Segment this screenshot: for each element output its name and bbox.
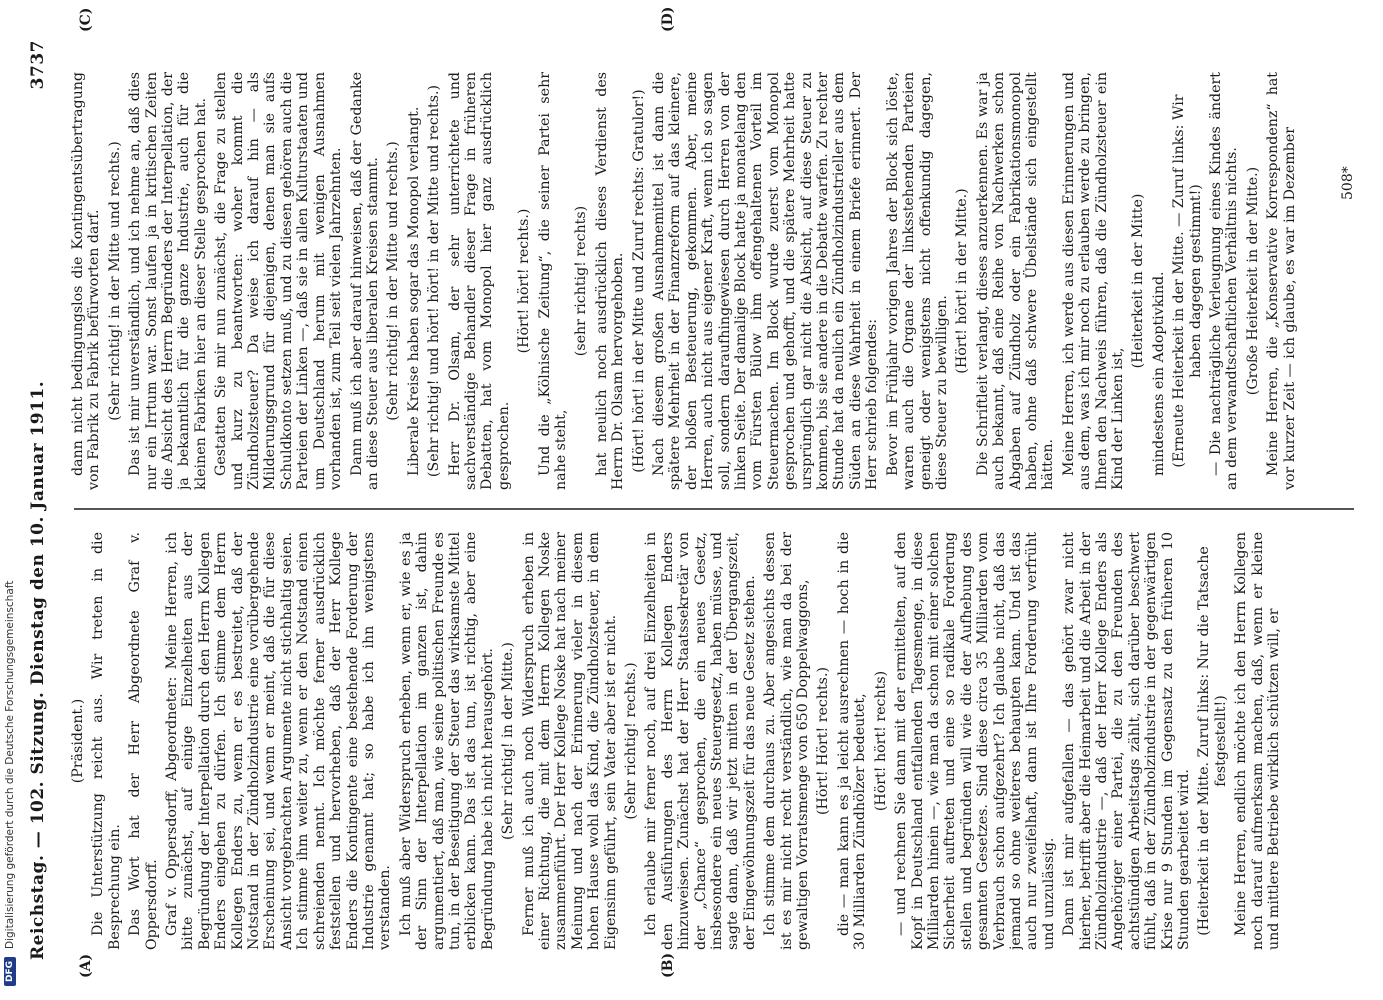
- right-column-paragraph: (Sehr richtig! und hört! hört! in der Mitte und rechts.): [426, 84, 443, 478]
- left-column-paragraph: (Heiterkeit in der Mitte. Zuruf links: Nur die Tatsache festgestellt!): [1196, 546, 1229, 936]
- right-column-paragraph: — Die nachträgliche Verleugnung eines Kindes ändert an dem verwandtschaftlichen Verhältnis nichts.: [1208, 72, 1241, 490]
- dfg-logo: DFG: [4, 957, 16, 986]
- right-column-paragraph: (Erneute Heiterkeit in der Mitte. — Zuruf links: Wir haben dagegen gestimmt!): [1171, 94, 1204, 468]
- left-column-paragraph: Dann ist mir aufgefallen — das gehört zwar nicht hierher, betrifft aber die Heimarbeit und die Arbeit in der Zündholzindustrie —, daß der Herr Kollege Enders als Angehöriger einer Partei, die zu den Freunden des achtstündigen Arbeitstags zählt, sich darüber beschwert fühlt, daß in der Zündholzindustrie in der gegenwärtigen Krise nur 9 Stunden im Gegensatz zu den früheren 10 Stunden gearbeitet wird.: [1061, 532, 1192, 950]
- right-column-paragraph: Bevor im Frühjahr vorigen Jahres der Block sich löste, waren auch die Organe der linksstehenden Parteien geneigt oder wenigstens nicht offenkundig dagegen, diese Steuer zu bewilligen.: [884, 72, 950, 490]
- right-column-paragraph: Herr Dr. Olsam, der sehr unterrichtete und sachverständige Behandler dieser Frage in früheren Debatten, hat vom Monopol hier ganz ausdrücklich gesprochen.: [446, 72, 512, 490]
- left-column-paragraph: (Präsident.): [70, 698, 86, 784]
- left-column-paragraph: die — man kann es ja leicht ausrechnen — hoch in die 30 Milliarden Zündhölzer bedeutet,: [835, 532, 869, 950]
- left-column-paragraph: Graf v. Oppersdorff, Abgeordneter: Meine Herren, ich bitte zunächst, auf einige Einzelheiten aus der Begründung der Interpellation durch den Herrn Kollegen Enders eingehen zu dürfen. Ich stimme dem Herrn Kollegen Enders zu, wenn er es bestreitet, daß der Notstand in der Zündholzindustrie eine vorübergehende Erscheinung sei, und wenn er meint, daß die für diese Ansicht vorgebrachten Argumente nicht stichhaltig seien. Ich stimme ihm weiter zu, wenn er den Notstand einen schreienden nennt. Ich möchte ferner ausdrücklich feststellen und hervorheben, daß der Herr Kollege Enders die Kontingente eine bestehende Forderung der Industrie genannt hat; so habe ich ihn wenigstens verstanden.: [164, 532, 394, 950]
- right-column-paragraph: (Hört! hört! rechts.): [516, 208, 533, 354]
- left-column-paragraph: (Hört! Hört! rechts.): [815, 666, 832, 816]
- left-column-paragraph: Ich stimme dem durchaus zu. Aber angesichts dessen ist es mir nicht recht verständlich, wie man da bei der gewaltigen Vorratsmenge von 650 Doppelwaggons,: [762, 532, 812, 950]
- right-column-paragraph: Dann muß ich aber darauf hinweisen, daß der Gedanke an diese Steuer aus liberalen Kreisen stammt.: [348, 72, 381, 490]
- right-column-paragraph: (Sehr richtig! in der Mitte und rechts.): [385, 141, 402, 421]
- left-column-paragraph: (Hört! hört! rechts): [872, 670, 889, 812]
- right-column-paragraph: Liberale Kreise haben sogar das Monopol verlangt.: [405, 106, 422, 476]
- right-column-paragraph: Nach diesem großen Ausnahmemittel ist dann die spätere Mehrheit in der Finanzreform auf das kleinere, der bloßen Besteuerung, gekommen. Aber, meine Herren, auch nicht aus eigener Kraft, wenn ich so sagen soll, sondern daraufhingewiesen durch Herren von der linken Seite. Der damalige Block hatte ja monatelang den vom Fürsten Bülow ihm offengehaltenen Vorteil im Steuermachen. Im Block wurde zuerst vom Monopol gesprochen und gehofft, und die spätere Mehrheit hatte ursprünglich gar nicht die Absicht, auf diese Steuer zu kommen, bis sie andere in die Debatte warfen. Zu rechter Stunde hat da neulich ein Zündholzindustrieller aus dem Süden an diese Wahrheit in einem Briefe erinnert. Der Herr schrieb folgendes:: [651, 72, 881, 490]
- right-column-paragraph: (Große Heiterkeit in der Mitte.): [1244, 166, 1261, 396]
- right-column-paragraph: Gestatten Sie mir nun zunächst, die Frage zu stellen und kurz zu beantworten: woher kommt die Zündholzsteuer? Da weise ich darauf hin — als Milderungsgrund für diejenigen, denen man sie aufs Schuldkonto setzen muß, und zu diesen gehören auch die Parteien der Linken —, daß sie in allen Kulturstaaten und um Deutschland herum mit wenigen Ausnahmen vorhanden ist, zum Teil seit vielen Jahrzehnten.: [213, 72, 345, 490]
- right-column-paragraph: mindestens ein Adoptivkind.: [1150, 271, 1167, 476]
- right-column-paragraph: (Heiterkeit in der Mitte): [1130, 193, 1147, 369]
- margin-mark-b: (B): [660, 952, 676, 978]
- right-column-paragraph: (sehr richtig! rechts): [573, 205, 590, 357]
- signature-mark: 508*: [1340, 166, 1356, 200]
- digitization-credit-text: Digitalisierung gefördert durch die Deutsche Forschungsgemeinschaft: [4, 580, 16, 949]
- left-column-paragraph: (Sehr richtig! in der Mitte.): [500, 642, 517, 840]
- margin-mark-c: (C): [78, 7, 94, 32]
- margin-mark-a: (A): [78, 953, 94, 978]
- right-column-paragraph: Und die „Kölnische Zeitung“, die seiner Partei sehr nahe steht,: [536, 72, 569, 490]
- column-divider: [74, 508, 1354, 510]
- right-column-paragraph: Die Schriftleit verlangt, dieses anzuerkennen. Es war ja auch bekannt, daß eine Reihe von Nachwerken schon Abgaben auf Zündholz oder ein Fabrikationsmonopol haben, ohne daß schwere Übelstände sich eingestellt hätten.: [974, 72, 1057, 490]
- right-column-paragraph: Meine Herren, die „Konservative Korrespondenz“ hat vor kurzer Zeit — ich glaube, es war im Dezember: [1265, 72, 1298, 490]
- left-column-paragraph: Meine Herren, endlich möchte ich den Herrn Kollegen noch darauf aufmerksam machen, daß, wenn er kleine und mittlere Betriebe wirklich schützen will, er: [1233, 532, 1283, 950]
- margin-mark-d: (D): [660, 6, 676, 32]
- right-column-paragraph: (Hört! hört! in der Mitte und Zuruf rechts: Gratulor!): [630, 89, 647, 473]
- right-column-paragraph: Das ist mir unverständlich, und ich nehme an, daß dies nur ein Irrtum war. Sonst laufen ja in kritischen Zeiten die Absicht des Herrn Begründers der Interpellation, der ja bekanntlich für die ganze Industrie, auch für die kleinen Fabriken hier an dieser Stelle gesprochen hat.: [127, 72, 209, 490]
- page-number: 3737: [28, 40, 48, 90]
- right-column-paragraph: Meine Herren, ich werde aus diesen Erinnerungen und aus dem, was ich mir noch zu erlauben werde zu bringen, Ihnen den Nachweis führen, daß die Zündholzsteuer ein Kind der Linken ist,: [1060, 72, 1126, 490]
- left-column-paragraph: Ich erlaube mir ferner noch, auf drei Einzelheiten in den Ausführungen des Herrn Kollegen Enders hinzuweisen. Zunächst hat der Herr Staatssekretär von der „Chance“ gesprochen, die ein neues Gesetz, insbesondere ein neues Steuergesetz, haben müsse, und sagte dann, daß wir jetzt mitten in der Übergangszeit, der Eingewöhnungszeit für das neue Gesetz stehen.: [643, 532, 758, 950]
- right-column-paragraph: hat neulich noch ausdrücklich dieses Verdienst des Herrn Dr. Olsam hervorgehoben.: [593, 72, 627, 490]
- left-column-paragraph: (Sehr richtig! rechts.): [623, 662, 639, 820]
- right-column-paragraph: (Sehr richtig! in der Mitte und rechts.): [106, 141, 123, 421]
- right-column-paragraph: (Hört! hört! in der Mitte.): [954, 188, 971, 374]
- left-column-paragraph: Ich muß aber Widerspruch erheben, wenn er, wie es ja der Sinn der Interpellation im ganzen ist, dahin argumentiert, daß man, wie seine politischen Freunde es tun, in der Beseitigung der Steuer das wirksamste Mittel erblicken kann. Das ist das tun, ist richtig, aber eine Begründung habe ich nicht herausgehört.: [397, 532, 496, 950]
- right-column: [70, 72, 1360, 490]
- left-column-paragraph: Die Unterstützung reicht aus. Wir treten in die Besprechung ein.: [90, 532, 123, 950]
- header-title: Reichstag. — 102. Sitzung. Dienstag den 10. Januar 1911.: [28, 380, 48, 960]
- left-column-paragraph: — und rechnen Sie dann mit der ermittelten, auf den Kopf in Deutschland entfallenden Tagesmenge, in diese Milliarden hinein —, wie man da schon mit einer solchen Sicherheit auftreten und eine so radikale Forderung stellen und begründen will wie die der Aufhebung des gesamten Gesetzes. Sind diese circa 35 Milliarden vom Verbrauch schon aufgezehrt? Ich glaube nicht, daß das jemand so ohne weiteres behaupten kann. Und ist das auch nur zweifelhaft, dann ist Ihre Forderung verfrüht und unzulässig.: [893, 532, 1057, 950]
- right-column-paragraph: dann nicht bedingungslos die Kontingentsübertragung von Fabrik zu Fabrik befürworten darf.: [70, 72, 103, 490]
- page-header: [24, 40, 52, 960]
- left-column-paragraph: Ferner muß ich auch noch Widerspruch erheben in einer Richtung, die mit dem Herrn Kollegen Noske zusammenführt. Der Herr Kollege Noske hat nach meiner Meinung und nach der Erinnerung vieler in diesem hohen Hause wohl das Kind, die Zündholzsteuer, in dem Eigensinn geführt, sein Vater aber ist er nicht.: [520, 532, 619, 950]
- left-column-paragraph: Das Wort hat der Herr Abgeordnete Graf v. Oppersdorff.: [127, 532, 160, 950]
- digitization-credit: [0, 0, 20, 1000]
- left-column: [70, 532, 1360, 950]
